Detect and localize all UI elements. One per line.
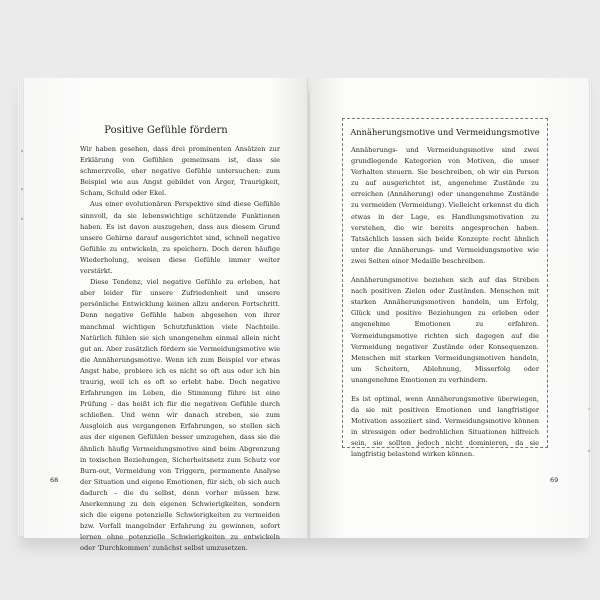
left-page-title: Positive Gefühle fördern — [104, 125, 228, 136]
paragraph: Annäherungs- und Vermeidungsmotive sind zwei grundlegende Kategorien von Motiven, die unser Verhalten steuern. Sie beschreiben, ob wir ein Person zu auf ausgerichtet ist, angenehme Zustände zu erreichen (Annäherung) oder unangenehme Zustände zu vermeiden (Vermeidung). Vielleicht erkennst du dich etwas in der Lage, es Handlungsmotivation zu verstehen, die wir bereits angesprochen haben. Tatsächlich lassen sich beide Konzepte recht ähnlich unter die Annäherungs- und Vermeidungsmotive wie zwei Seiten einer Medaille beschreiben. — [351, 146, 539, 265]
info-box — [342, 118, 548, 459]
edge-mark — [588, 408, 590, 410]
page-number: 69 — [550, 476, 559, 484]
paragraph: Diese Tendenz, viel negative Gefühle zu erleben, hat aber leider für unsere Zufriedenheit und unsere persönliche Entwicklung keinen allzu anderen Fortschritt. Denn negative Gefühle haben abgesehen von ihrer manchmal wichtigen Schutzfunktion viele Nachteile. Natürlich fühlen sie sich unangenehm einmal allein nicht gut an. Aber zusätzlich fördern sie Vermeidungsmotive wie die Annäherungsmotive. Wenn ich zum Beispiel vor etwas Angst habe, probiere ich es nicht so oft aus oder ich bin traurig, weil ich es oft so erlebt habe. Doch negative Erfahrungen im Leben, die Stimmung führe ist eine Prüfung – das heißt ich für die negativen Gefühle durch schließen. Und wenn wir danach streben, sie zum Ausgleich aus vergangenen Erfahrungen, so stellen sich aus der eigenen Gefühlen besser umzugehen, dass sie die ähnlich häufig Vermeidungsmotive sind beim Abgrenzung in toxischen Beziehungen, Sicherheitsnetz zum Schutz vor Burn-out, Vermeidung von Triggern, permanente Analyse der Situation und eigene Emotionen, für sich, ob sich auch dadurch – die du selbst, denn vorher müssen bzw. Anerkennung zu den eigenen Schwierigkeiten, sondern sich die eigene potenzielle Schwierigkeiten zu vermeiden bzw. Vorfall mangelnder Erfahrung zu gewinnen, sofort lernen ohne potenzielle Schwierigkeiten zu entwickeln oder 'Durchkommen' zunächst selbst umzusetzen. — [80, 278, 280, 553]
open-book — [14, 78, 586, 553]
paragraph: Wir haben gesehen, dass drei prominenten Ansätzen zur Erklärung von Gefühlen gemeinsam ist, dass sie schmerzvolle, eher negative Gefühle untersuchen: zum Beispiel wie aus Angst gebildet von Ärger, Traurigkeit, Scham, Schuld oder Ekel. — [80, 145, 280, 198]
paragraph: Es ist optimal, wenn Annäherungsmotive überwiegen, da sie mit positiven Emotionen und langfristiger Motivation assoziiert sind. Vermeidungsmotive können in stressigen oder bedrohlichen Situationen hilfreich sein, sie sollten jedoch nicht dominieren, da sie langfristig belastend wirken können. — [351, 394, 539, 459]
edge-mark — [21, 150, 23, 152]
right-page — [310, 78, 588, 538]
box-title: Annäherungsmotive und Vermeidungsmotive — [350, 127, 540, 137]
left-page-body — [80, 144, 280, 554]
edge-mark — [588, 450, 590, 452]
page-number: 68 — [50, 476, 59, 484]
edge-mark — [21, 218, 23, 220]
box-body — [351, 145, 539, 469]
paragraph: Aus einer evolutionären Perspektive sind diese Gefühle sinnvoll, da sie lebenswichtige schützende Funktionen haben. Es ist davon auszugehen, dass aus diesem Grund unsere Gehirne darauf ausgerichtet sind, schnell negative Gefühle zu entwickeln, zu speichern. Doch deren häufige Wiederholung, weisen diese Gefühle immer weiter verstärkt. — [80, 200, 280, 276]
edge-mark — [21, 188, 23, 190]
paragraph: Annäherungsmotive beziehen sich auf das Streben nach positiven Zielen oder Zuständen. Menschen mit starken Annäherungsmotiven handeln, um Erfolg, Glück und positive Beziehungen zu erleben oder angenehme Emotionen zu erfahren. Vermeidungsmotive richten sich dagegen auf die Vermeidung negativer Zustände oder Konsequenzen. Menschen mit starken Vermeidungsmotiven handeln, um Scheitern, Ablehnung, Misserfolg oder unangenehme Emotionen zu verhindern. — [351, 276, 539, 384]
left-page — [24, 78, 308, 553]
